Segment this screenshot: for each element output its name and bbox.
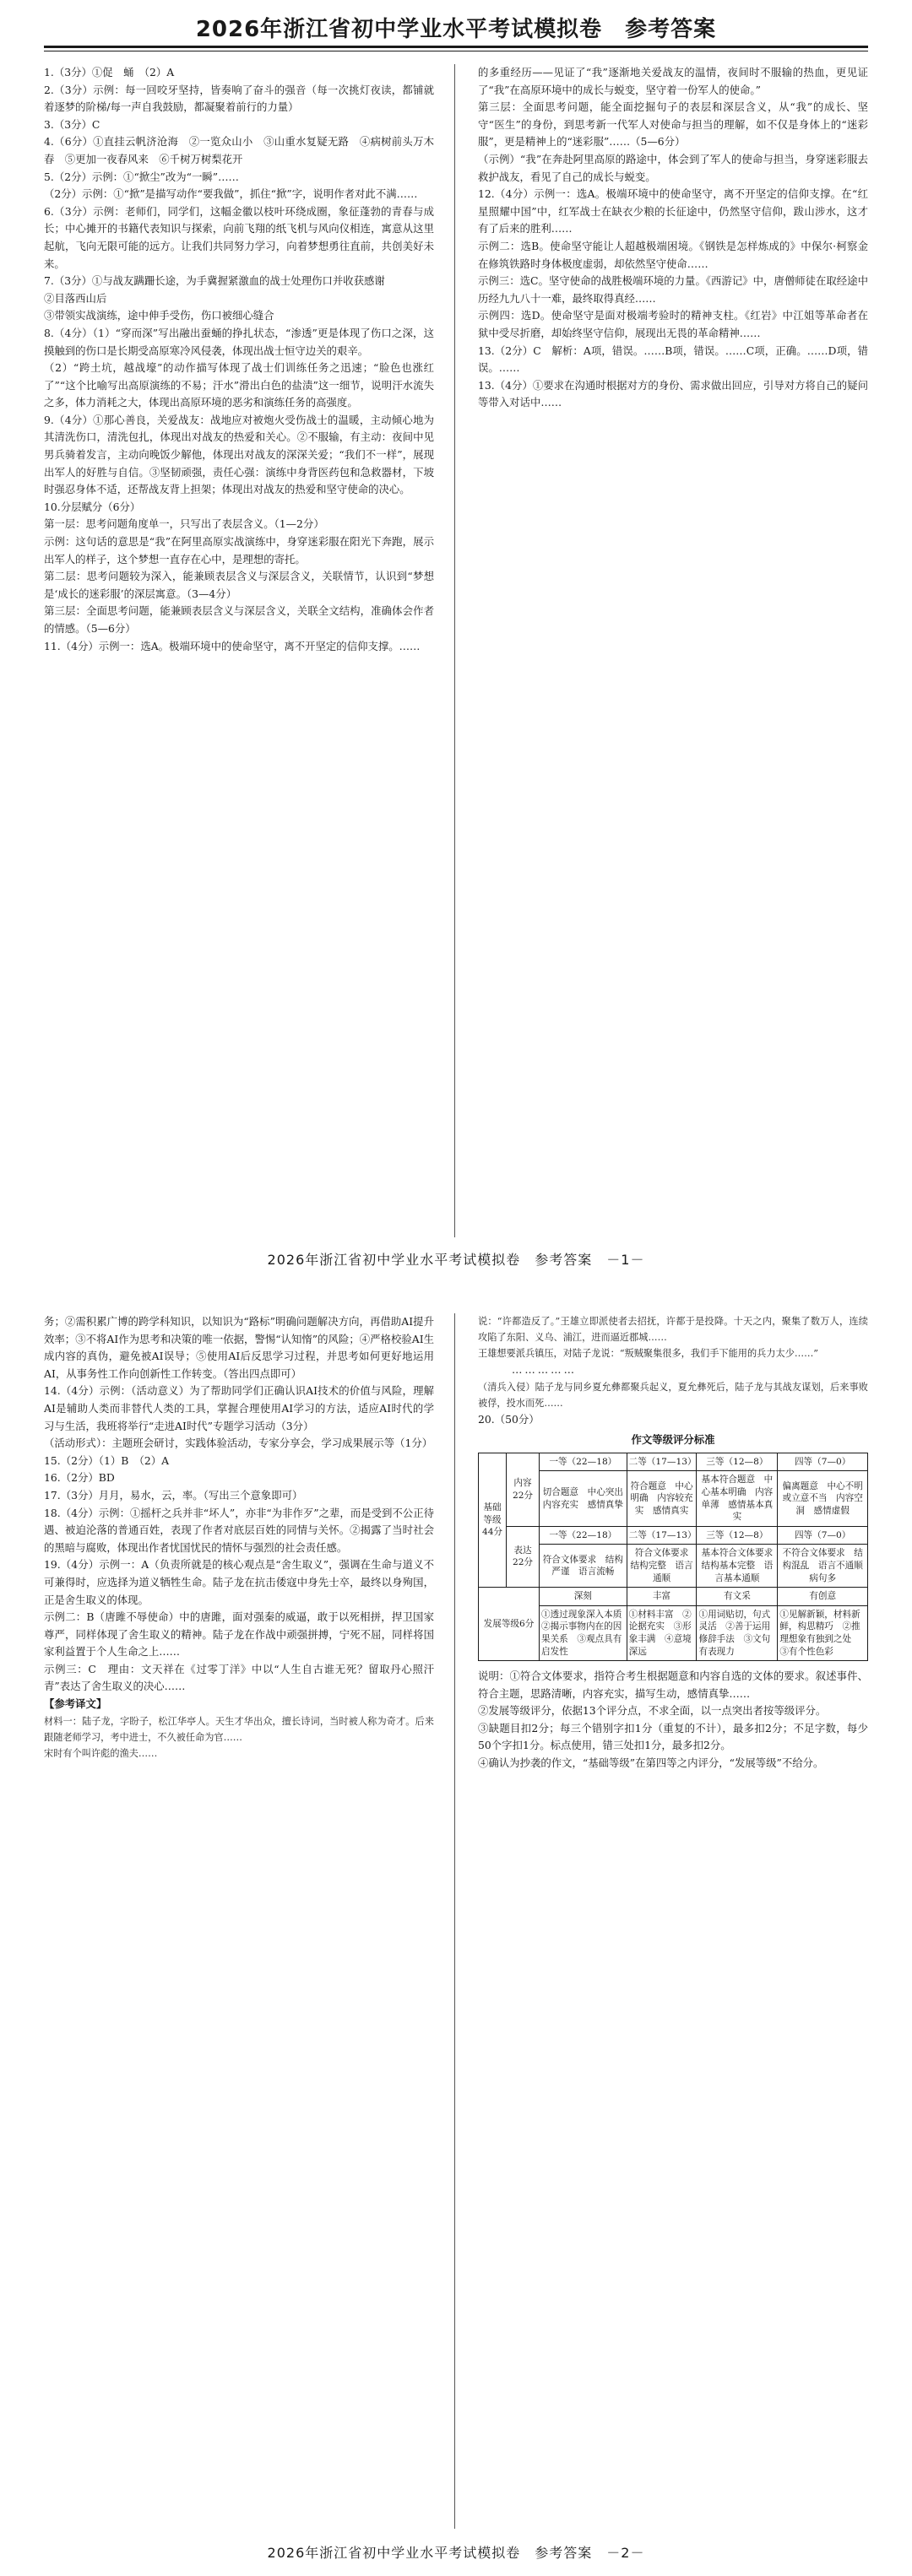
grade-header-4: 四等（7—0） <box>778 1453 868 1471</box>
ellipsis: …………… <box>512 1363 577 1376</box>
page-2 <box>0 1288 912 2576</box>
translation-material-2: （清兵入侵）陆子龙与同乡夏允彝都聚兵起义，夏允彝死后，陆子龙与其战友谋划，后来事败被俘，投水而死…… <box>478 1381 868 1409</box>
expression-cell-3: 基本符合文体要求 结构基本完整 语言基本通顺 <box>697 1545 778 1588</box>
content-cell-3: 基本符合题意 中心基本明确 内容单薄 感情基本真实 <box>697 1471 778 1526</box>
dev-cell-2: ①材料丰富 ②论据充实 ③形象丰满 ④意境深远 <box>627 1605 697 1660</box>
page2-footer: 2026年浙江省初中学业水平考试模拟卷 参考答案 －2－ <box>267 2545 645 2561</box>
answer-10-tier1: 第一层：思考问题角度单一，只写出了表层含义。（1—2分） <box>44 517 324 531</box>
rubric-note-1: 说明：①符合文体要求，指符合考生根据题意和内容自选的文体的要求。叙述事件、符合主题，思路清晰，内容充实，描写生动，感情真挚…… <box>478 1670 868 1700</box>
answer-7-line2: ②目落西山后 <box>44 291 107 305</box>
grade-header-2: 二等（17—13） <box>627 1453 697 1471</box>
grade-header-4b: 四等（7—0） <box>778 1526 868 1545</box>
translation-cont: 说：“许都造反了。”王雄立即派使者去招抚，许都于是投降。十天之内，聚集了数万人，连续攻陷了东阳、义乌、浦江，进而逼近郡城…… <box>478 1316 868 1343</box>
grade-header-1b: 一等（22—18） <box>540 1526 627 1545</box>
expression-cell-2: 符合文体要求 结构完整 语言通顺 <box>627 1545 697 1588</box>
content-label: 内容22分 <box>507 1453 540 1526</box>
answer-2: 2.（3分）示例：每一回咬牙坚持，皆奏响了奋斗的强音（每一次挑灯夜读，都铺就着逐梦的阶梯/每一声自我鼓励，都凝聚着前行的力量） <box>44 83 434 114</box>
grade-header-1: 一等（22—18） <box>540 1453 627 1471</box>
answer-5b: （2分）示例：①“掀”是描写动作“要我做”，抓住“掀”字，说明作者对此不满…… <box>44 187 418 201</box>
dev-cell-1: ①透过现象深入本质 ②揭示事物内在的因果关系 ③观点具有启发性 <box>540 1605 627 1660</box>
answer-10-tier2: 第二层：思考问题较为深入，能兼顾表层含义与深层含义，关联情节，认识到“梦想是‘成长的迷彩服’的深层寓意。（3—4分） <box>44 570 434 600</box>
page2-right-column <box>478 1313 872 2529</box>
answer-8: 8.（4分）（1）“穿而深”写出融出蚕蛹的挣扎状态，“渗透”更是体现了伤口之深，这摸触到的伤口是长期受高原寒冷风侵袭，体现出战士恒守边关的艰辛。 <box>44 326 434 357</box>
answer-20: 20.（50分） <box>478 1412 540 1426</box>
grade-header-2b: 二等（17—13） <box>627 1526 697 1545</box>
page1-footer: 2026年浙江省初中学业水平考试模拟卷 参考答案 －1－ <box>267 1252 645 1268</box>
dev-cell-4: ①见解新颖，材料新鲜，构思精巧 ②推理想象有独到之处 ③有个性色彩 <box>778 1605 868 1660</box>
page2-left-column <box>44 1313 434 2529</box>
rubric-table <box>478 1453 872 1661</box>
grade-header-3: 三等（12—8） <box>697 1453 778 1471</box>
answer-7: 7.（3分）①与战友蹒跚长途，为手冀握紧激血的战士处理伤口并收获感谢 <box>44 274 385 288</box>
content-cell-4: 偏离题意 中心不明或立意不当 内容空洞 感情虚假 <box>778 1471 868 1526</box>
dev-header-3: 有文采 <box>697 1588 778 1606</box>
answer-12-a: 12.（4分）示例一：选A。极端环境中的使命坚守，离不开坚定的信仰支撑。在“红星照耀中国”中，红军战士在缺衣少粮的长征途中，仍然坚守信仰，跋山涉水，这才有了后来的胜利…… <box>478 187 868 235</box>
answer-12-d: 示例四：选D。使命坚守是面对极端考验时的精神支柱。《红岩》中江姐等革命者在狱中受尽折磨，却始终坚守信仰，展现出无畏的革命精神…… <box>478 309 868 339</box>
answer-1: 1.（3分）①促 蛹 （2）A <box>44 66 175 78</box>
basic-grade-label: 基础等级44分 <box>479 1453 507 1587</box>
answer-10-example1: 示例：这句话的意思是“我”在阿里高原实战演练中，身穿迷彩服在阳光下奔跑，展示出军人的样子，这个梦想一直存在心中，是理想的寄托。 <box>44 535 434 566</box>
rubric-note-4: ④确认为抄袭的作文，“基础等级”在第四等之内评分，“发展等级”不给分。 <box>478 1756 824 1770</box>
answer-8b: （2）“跨土坑，越战壕”的动作描写体现了战士们训练任务之迅速；“脸色也涨红了”“这个比喻写出高原演练的不易；汗水”滑出白色的盐渍”这一细节，说明汗水流失之多，体力消耗之大，体现出高原环境的恶劣和演练任务的高强度。 <box>44 361 434 409</box>
answer-14: 14.（4分）示例：（活动意义）为了帮助同学们正确认识AI技术的价值与风险，理解AI是辅助人类而非替代人类的工具，掌握合理使用AI学习的方法，适应AI时代的学习与生活，我班将举行“走进AI时代”专题学习活动（3分） <box>44 1384 434 1432</box>
dev-cell-3: ①用词贴切，句式灵活 ②善于运用修辞手法 ③文句有表现力 <box>697 1605 778 1660</box>
page1-right-column <box>478 64 868 1237</box>
answer-10-cont: 的多重经历——见证了“我”逐渐地关爱战友的温情，夜间时不服输的热血，更见证了“我”在高原环境中的成长与蜕变，坚守着一份军人的使命。” <box>478 66 868 96</box>
rubric-note-3: ③缺题目扣2分；每三个错别字扣1分（重复的不计），最多扣2分；不足字数，每少50个字扣1分。标点使用，错三处扣1分，最多扣2分。 <box>478 1721 868 1752</box>
answer-15: 15.（2分）（1）B （2）A <box>44 1453 170 1467</box>
answer-19-b: 示例二：B（唐雎不辱使命）中的唐雎，面对强秦的威逼，敢于以死相拼，捍卫国家尊严，同样体现了舍生取义的精神。陆子龙在作战中顽强拼搏，宁死不屈，同样将国家利益置于个人生命之上…… <box>44 1610 434 1659</box>
answer-10-tier3b: 第三层：全面思考问题，能全面挖掘句子的表层和深层含义，从“我”的成长、坚守“医生”的身份，到思考新一代军人对使命与担当的理解，如不仅是身体上的“迷彩服”，更是精神上的“迷彩服”……（5—6分） <box>478 100 868 149</box>
answer-12-c: 示例三：选C。坚守使命的战胜极端环境的力量。《西游记》中，唐僧师徒在取经途中历经九九八十一难，最终取得真经…… <box>478 274 868 305</box>
expression-cell-1: 符合文体要求 结构严谨 语言流畅 <box>540 1545 627 1588</box>
answer-13b: 13.（4分）①要求在沟通时根据对方的身份、需求做出回应，引导对方将自己的疑问等带入对话中…… <box>478 378 868 409</box>
answer-13-cont: 务；②需积累广博的跨学科知识，以知识为“路标”明确问题解决方向，再借助AI提升效率；③不将AI作为思考和决策的唯一依据，警惕“认知惰”的风险；④严格校验AI生成内容的真伪，避免被AI误导；⑤使用AI后反思学习过程，并思考如何更好地运用AI，从事务性工作向创新性工作转变。（答出四点即可） <box>44 1315 434 1380</box>
answer-5: 5.（2分）示例：①“掀尘”改为“一瞬”…… <box>44 170 239 183</box>
answer-14-form: （活动形式）：主题班会研讨，实践体验活动，专家分享会，学习成果展示等（1分） <box>44 1437 433 1450</box>
answer-17: 17.（3分）月月，易水，云，率。（写出三个意象即可） <box>44 1488 303 1502</box>
answer-10-tier3: 第三层：全面思考问题，能兼顾表层含义与深层含义，关联全文结构，准确体会作者的情感。（5—6分） <box>44 604 434 635</box>
title-rule-thick <box>44 46 868 48</box>
answer-10: 10.分层赋分（6分） <box>44 500 141 513</box>
table-row <box>479 1526 868 1545</box>
development-grade-label: 发展等级6分 <box>479 1588 540 1661</box>
column-divider <box>454 64 455 1237</box>
answer-16: 16.（2分）BD <box>44 1471 115 1485</box>
dev-header-2: 丰富 <box>627 1588 697 1606</box>
answer-19-a: 19.（4分）示例一：A（负责所就是的核心观点是“舍生取义”，强调在生命与道义不可兼得时，应选择为道义牺牲生命。陆子龙在抗击倭寇中身先士卒，最终以身殉国，正是舍生取义的体现。 <box>44 1558 434 1606</box>
table-row <box>479 1453 868 1471</box>
rubric-title: 作文等级评分标准 <box>631 1433 715 1447</box>
document-title: 2026年浙江省初中学业水平考试模拟卷 参考答案 <box>195 17 717 42</box>
expression-label: 表达22分 <box>507 1526 540 1587</box>
expression-cell-4: 不符合文体要求 结构混乱 语言不通顺 病句多 <box>778 1545 868 1588</box>
content-cell-2: 符合题意 中心明确 内容较充实 感情真实 <box>627 1471 697 1526</box>
reference-translation-heading: 【参考译文】 <box>44 1697 107 1711</box>
translation-material-1b: 宋时有个叫许彪的渔夫…… <box>44 1747 158 1759</box>
translation-cont-2: 王雄想要派兵镇压，对陆子龙说：“叛贼聚集很多，我们手下能用的兵力太少……” <box>478 1348 819 1359</box>
table-row <box>479 1588 868 1606</box>
answer-9: 9.（4分）①那心善良，关爱战友：战地应对被炮火受伤战士的温暖，主动倾心地为其清洗伤口，清洗包扎，体现出对战友的热爱和关心。②不服输，有主动：夜间中见男兵骑着发言，主动向晚饭少解他，体现出对战友的深深关爱；“我们不一样”，展现出军人的好胜与自信。③坚韧顽强，责任心强：演练中身背医药包和急救器材，下坡时强忍身体不适，还帮战友背上担架；体现出对战友的热爱和坚守使命的决心。 <box>44 413 434 496</box>
grade-header-3b: 三等（12—8） <box>697 1526 778 1545</box>
answer-19-c: 示例三：C 理由：文天祥在《过零丁洋》中以“人生自古谁无死？留取丹心照汗青”表达了舍生取义的决心…… <box>44 1662 434 1693</box>
answer-6: 6.（3分）示例：老师们，同学们，这幅金徽以枝叶环绕成圈，象征蓬勃的青春与成长；中心摊开的书籍代表知识与探索，向前飞翔的纸飞机与风向仪相连，寓意从这里起航，飞向无限可能的远方。让我们共同努力学习，向着梦想勇往直前，共创美好未来。 <box>44 204 434 270</box>
dev-header-1: 深刻 <box>540 1588 627 1606</box>
column-divider-2 <box>454 1313 455 2529</box>
rubric-note-2: ②发展等级评分，依据13个评分点，不求全面，以一点突出者按等级评分。 <box>478 1704 827 1718</box>
answer-3: 3.（3分）C <box>44 117 100 131</box>
answer-18: 18.（4分）示例：①摇杆之兵并非“坏人”，亦非“为非作歹”之辈，而是受到不公正待遇、被迫沦落的普通百姓，表现了作者对底层百姓的同情与关怀。②揭露了当时社会的黑暗与腐败，体现出作者忧国忧民的情怀与强烈的社会责任感。 <box>44 1506 434 1554</box>
answer-4: 4.（6分）①直挂云帆济沧海 ②一览众山小 ③山重水复疑无路 ④病树前头万木春 ⑤更加一夜春风来 ⑥千树万树梨花开 <box>44 135 434 165</box>
answer-13: 13.（2分）C 解析：A项，错误。……B项，错误。……C项，正确。……D项，错误。…… <box>478 344 868 375</box>
answer-11: 11.（4分）示例一：选A。极端环境中的使命坚守，离不开坚定的信仰支撑。…… <box>44 639 421 652</box>
translation-material-1: 材料一：陆子龙，字盼子，松江华亭人。天生才华出众，擅长诗词，当时被人称为奇才。后来跟随老师学习，考中进士，不久被任命为官…… <box>44 1715 434 1743</box>
page1-left-column <box>44 64 434 1237</box>
answer-7-line3: ③带领实战演练，途中伸手受伤，伤口被细心缝合 <box>44 309 274 322</box>
content-cell-1: 切合题意 中心突出 内容充实 感情真挚 <box>540 1471 627 1526</box>
answer-12-b: 示例二：选B。使命坚守能让人超越极端困境。《钢铁是怎样炼成的》中保尔·柯察金在修筑铁路时身体极度虚弱，却依然坚守使命…… <box>478 239 868 270</box>
answer-10-example: （示例）“我”在奔赴阿里高原的路途中，体会到了军人的使命与担当，身穿迷彩服去救护战友，看见了自己的成长与蜕变。 <box>478 152 868 183</box>
dev-header-4: 有创意 <box>778 1588 868 1606</box>
